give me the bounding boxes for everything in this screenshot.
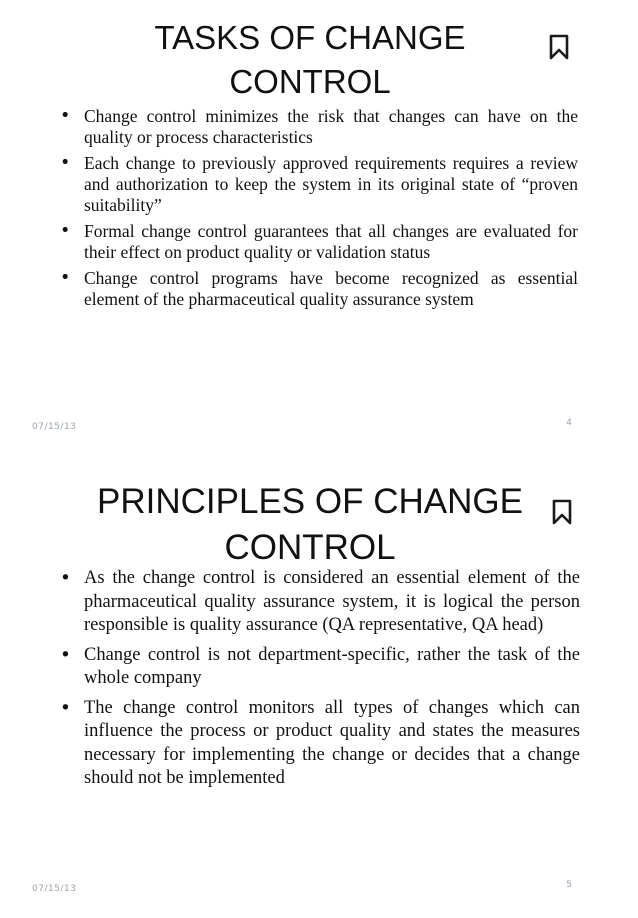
bullet-dot: • (60, 644, 71, 666)
bullet-text: Formal change control guarantees that all changes are evaluated for their effect on product quality or validation status (84, 221, 578, 262)
page-number: 5 (566, 880, 572, 890)
bullet-text: Change control is not department-specific, rather the task of the whole company (84, 644, 580, 688)
bullet-dot: • (60, 221, 71, 241)
bullet-item (58, 268, 578, 310)
bullet-text: As the change control is considered an essential element of the pharmaceutical quality assurance system, it is logical the person responsible is quality assurance (QA representative, QA head) (84, 568, 580, 635)
bullet-item (58, 106, 578, 148)
bullet-item (58, 644, 580, 691)
slide-title (60, 16, 560, 104)
bullet-text: Change control programs have become recognized as essential element of the pharmaceutical quality assurance system (84, 268, 578, 309)
bullet-dot: • (60, 153, 71, 173)
title-line-2: CONTROL (229, 63, 391, 100)
slide-title (50, 479, 570, 571)
slide-principles-of-change-control (0, 459, 638, 918)
bookmark-icon[interactable] (548, 34, 570, 60)
title-line-1: PRINCIPLES OF CHANGE (97, 482, 523, 521)
bullet-text: Each change to previously approved requirements requires a review and authorization to keep the system in its original state of “proven suitability” (84, 153, 578, 215)
bullet-dot: • (60, 697, 71, 719)
bullet-item (58, 153, 578, 216)
slide-date: 07/15/13 (32, 884, 77, 894)
bullet-dot: • (60, 568, 71, 589)
page-number: 4 (566, 418, 572, 428)
bookmark-icon[interactable] (551, 499, 573, 525)
bullet-dot: • (60, 268, 71, 288)
bullet-list (58, 106, 578, 315)
bullet-list (58, 567, 580, 797)
bullet-text: Change control minimizes the risk that changes can have on the quality or process characteristics (84, 106, 578, 147)
bullet-item (58, 567, 580, 638)
title-line-2: CONTROL (224, 528, 396, 567)
bullet-item (58, 697, 580, 791)
slide-date: 07/15/13 (32, 422, 77, 432)
bullet-dot: • (60, 106, 71, 126)
bullet-item (58, 221, 578, 263)
bullet-text: The change control monitors all types of changes which can influence the process or product quality and states the measures necessary for implementing the change or decides that a change should not be implemented (84, 697, 580, 788)
title-line-1: TASKS OF CHANGE (154, 19, 466, 56)
